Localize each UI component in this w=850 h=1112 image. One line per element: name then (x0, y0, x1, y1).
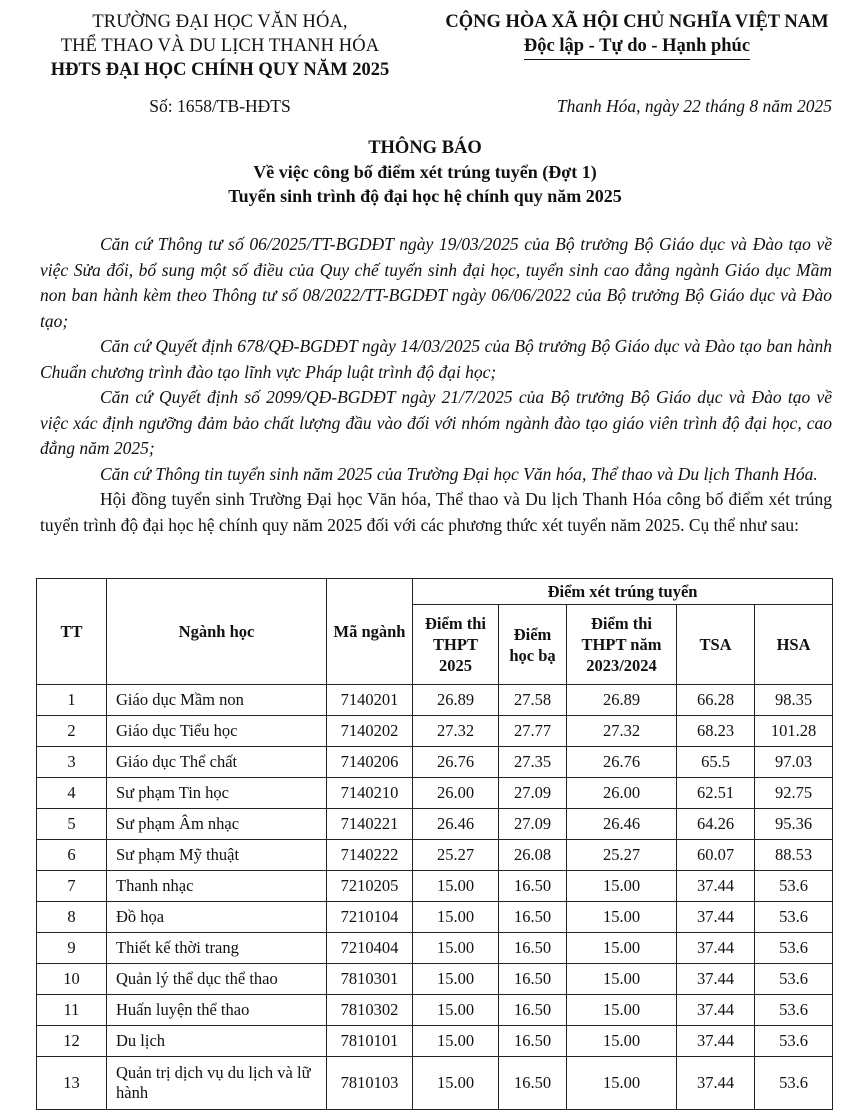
cell-hoc-ba: 27.77 (499, 716, 567, 747)
cell-code: 7140210 (327, 778, 413, 809)
cell-code: 7210404 (327, 933, 413, 964)
cell-tt: 10 (37, 964, 107, 995)
table-row (37, 1057, 833, 1110)
university-name-line2: THỂ THAO VÀ DU LỊCH THANH HÓA (60, 36, 380, 56)
cell-major: Sư phạm Mỹ thuật (107, 840, 327, 871)
cell-thpt-2025: 15.00 (413, 902, 499, 933)
cell-major: Sư phạm Âm nhạc (107, 809, 327, 840)
cell-thpt-2025: 25.27 (413, 840, 499, 871)
cell-tt: 7 (37, 871, 107, 902)
cell-code: 7140201 (327, 685, 413, 716)
legal-basis-paragraph: Căn cứ Thông tin tuyển sinh năm 2025 của Trường Đại học Văn hóa, Thể thao và Du lịch Thanh Hóa. (100, 463, 818, 484)
national-header (432, 10, 842, 60)
cell-hsa: 53.6 (755, 995, 833, 1026)
cell-thpt-2025: 26.89 (413, 685, 499, 716)
header-tsa: TSA (677, 605, 755, 685)
cell-thpt-2023-2024: 26.00 (567, 778, 677, 809)
cell-thpt-2023-2024: 15.00 (567, 1057, 677, 1110)
cell-tt: 11 (37, 995, 107, 1026)
table-row (37, 716, 833, 747)
announcement-paragraph: Hội đồng tuyển sinh Trường Đại học Văn hóa, Thể thao và Du lịch Thanh Hóa công bố điểm xét trúng tuyển trình độ đại học hệ chính quy năm 2025 đối với các phương thức xét tuyển năm 2025. Cụ thể như sau: (40, 489, 832, 535)
cell-hoc-ba: 27.58 (499, 685, 567, 716)
header-tt: TT (37, 579, 107, 685)
cell-code: 7140221 (327, 809, 413, 840)
cell-tt: 4 (37, 778, 107, 809)
cell-thpt-2023-2024: 26.76 (567, 747, 677, 778)
cell-code: 7140206 (327, 747, 413, 778)
cell-tsa: 37.44 (677, 1057, 755, 1110)
cell-thpt-2025: 15.00 (413, 871, 499, 902)
legal-basis-paragraph: Căn cứ Quyết định số 2099/QĐ-BGDĐT ngày 21/7/2025 của Bộ trưởng Bộ Giáo dục và Đào tạo về việc xác định ngưỡng đảm bảo chất lượng đầu vào đối với nhóm ngành đào tạo giáo viên trình độ đại học, cao đẳng năm 2025; (40, 387, 832, 458)
cell-tsa: 37.44 (677, 902, 755, 933)
cell-code: 7810301 (327, 964, 413, 995)
cell-hsa: 101.28 (755, 716, 833, 747)
cell-thpt-2025: 26.76 (413, 747, 499, 778)
cell-tsa: 37.44 (677, 964, 755, 995)
cell-thpt-2023-2024: 26.46 (567, 809, 677, 840)
cell-thpt-2023-2024: 15.00 (567, 995, 677, 1026)
table-row (37, 1026, 833, 1057)
cell-hoc-ba: 16.50 (499, 995, 567, 1026)
cell-major: Thanh nhạc (107, 871, 327, 902)
cell-thpt-2023-2024: 15.00 (567, 964, 677, 995)
table-row (37, 747, 833, 778)
header-major-code: Mã ngành (327, 579, 413, 685)
cell-thpt-2025: 15.00 (413, 995, 499, 1026)
cell-tsa: 68.23 (677, 716, 755, 747)
cell-thpt-2023-2024: 25.27 (567, 840, 677, 871)
legal-basis-paragraph: Căn cứ Thông tư số 06/2025/TT-BGDĐT ngày 19/03/2025 của Bộ trưởng Bộ Giáo dục và Đào tạo về việc Sửa đổi, bổ sung một số điều của Quy chế tuyển sinh đại học, tuyển sinh cao đẳng ngành Giáo dục Mầm non ban hành kèm theo Thông tư số 08/2022/TT-BGDĐT ngày 06/06/2022 của Bộ trưởng Bộ Giáo dục và Đào tạo; (40, 234, 832, 331)
cell-hsa: 53.6 (755, 871, 833, 902)
table-row (37, 809, 833, 840)
cell-hoc-ba: 26.08 (499, 840, 567, 871)
table-row (37, 902, 833, 933)
cell-major: Quản trị dịch vụ du lịch và lữ hành (107, 1057, 327, 1110)
cell-tsa: 60.07 (677, 840, 755, 871)
cell-hsa: 53.6 (755, 1026, 833, 1057)
cell-hoc-ba: 16.50 (499, 1057, 567, 1110)
cell-major: Du lịch (107, 1026, 327, 1057)
cell-major: Huấn luyện thể thao (107, 995, 327, 1026)
cell-hsa: 53.6 (755, 933, 833, 964)
cell-tsa: 37.44 (677, 995, 755, 1026)
cell-thpt-2023-2024: 26.89 (567, 685, 677, 716)
cell-tsa: 37.44 (677, 1026, 755, 1057)
cell-code: 7810103 (327, 1057, 413, 1110)
cell-hoc-ba: 16.50 (499, 964, 567, 995)
cell-thpt-2025: 15.00 (413, 1057, 499, 1110)
cell-code: 7140222 (327, 840, 413, 871)
cell-hsa: 98.35 (755, 685, 833, 716)
cell-tt: 5 (37, 809, 107, 840)
document-body (40, 232, 832, 538)
legal-basis-paragraph: Căn cứ Quyết định 678/QĐ-BGDĐT ngày 14/03/2025 của Bộ trưởng Bộ Giáo dục và Đào tạo ban hành Chuẩn chương trình đào tạo lĩnh vực Pháp luật trình độ đại học; (40, 336, 832, 382)
document-subtitle-2: Tuyển sinh trình độ đại học hệ chính quy năm 2025 (228, 186, 622, 206)
document-title: THÔNG BÁO (368, 138, 482, 158)
document-title-block (0, 136, 850, 208)
national-motto: Độc lập - Tự do - Hạnh phúc (524, 34, 750, 60)
header-hsa: HSA (755, 605, 833, 685)
cell-thpt-2025: 26.00 (413, 778, 499, 809)
cell-hoc-ba: 16.50 (499, 933, 567, 964)
table-row (37, 778, 833, 809)
document-number: Số: 1658/TB-HĐTS (149, 96, 291, 116)
cell-hoc-ba: 16.50 (499, 871, 567, 902)
cell-code: 7140202 (327, 716, 413, 747)
cell-thpt-2023-2024: 15.00 (567, 1026, 677, 1057)
cell-major: Đồ họa (107, 902, 327, 933)
table-row (37, 995, 833, 1026)
cell-hsa: 97.03 (755, 747, 833, 778)
cell-code: 7810101 (327, 1026, 413, 1057)
cell-thpt-2025: 15.00 (413, 933, 499, 964)
cell-tsa: 37.44 (677, 871, 755, 902)
cell-major: Thiết kế thời trang (107, 933, 327, 964)
cell-thpt-2023-2024: 15.00 (567, 902, 677, 933)
cell-hoc-ba: 16.50 (499, 1026, 567, 1057)
header-admission-score-group: Điểm xét trúng tuyển (413, 579, 833, 605)
country-name: CỘNG HÒA XÃ HỘI CHỦ NGHĨA VIỆT NAM (445, 12, 829, 32)
table-row (37, 840, 833, 871)
cell-tt: 12 (37, 1026, 107, 1057)
document-date: Thanh Hóa, ngày 22 tháng 8 năm 2025 (556, 96, 832, 116)
cell-hsa: 53.6 (755, 964, 833, 995)
cell-major: Giáo dục Mầm non (107, 685, 327, 716)
header-thpt-2025: Điểm thi THPT 2025 (413, 605, 499, 685)
table-row (37, 871, 833, 902)
cell-tt: 1 (37, 685, 107, 716)
cell-hsa: 92.75 (755, 778, 833, 809)
cell-tt: 3 (37, 747, 107, 778)
cell-hsa: 95.36 (755, 809, 833, 840)
cell-tt: 6 (37, 840, 107, 871)
issuing-body-header (20, 10, 420, 82)
cell-hsa: 53.6 (755, 902, 833, 933)
cell-major: Giáo dục Tiểu học (107, 716, 327, 747)
cell-major: Sư phạm Tin học (107, 778, 327, 809)
table-row (37, 964, 833, 995)
cell-tt: 9 (37, 933, 107, 964)
cell-tt: 13 (37, 1057, 107, 1110)
cell-thpt-2025: 26.46 (413, 809, 499, 840)
table-row (37, 933, 833, 964)
cell-hsa: 53.6 (755, 1057, 833, 1110)
admission-scores-table (36, 578, 833, 1110)
cell-tsa: 66.28 (677, 685, 755, 716)
cell-hoc-ba: 27.35 (499, 747, 567, 778)
cell-tt: 2 (37, 716, 107, 747)
cell-thpt-2023-2024: 27.32 (567, 716, 677, 747)
cell-code: 7210104 (327, 902, 413, 933)
document-subtitle-1: Về việc công bố điểm xét trúng tuyển (Đợt 1) (253, 162, 597, 182)
cell-code: 7210205 (327, 871, 413, 902)
cell-tsa: 65.5 (677, 747, 755, 778)
cell-hoc-ba: 27.09 (499, 809, 567, 840)
header-thpt-2023-2024: Điểm thi THPT năm 2023/2024 (567, 605, 677, 685)
cell-major: Quản lý thể dục thể thao (107, 964, 327, 995)
header-hoc-ba: Điểm học bạ (499, 605, 567, 685)
cell-tsa: 62.51 (677, 778, 755, 809)
cell-thpt-2023-2024: 15.00 (567, 871, 677, 902)
cell-major: Giáo dục Thể chất (107, 747, 327, 778)
cell-tsa: 64.26 (677, 809, 755, 840)
council-name: HĐTS ĐẠI HỌC CHÍNH QUY NĂM 2025 (50, 60, 390, 80)
cell-thpt-2025: 27.32 (413, 716, 499, 747)
header-major: Ngành học (107, 579, 327, 685)
table-row (37, 685, 833, 716)
cell-thpt-2025: 15.00 (413, 1026, 499, 1057)
cell-code: 7810302 (327, 995, 413, 1026)
cell-tt: 8 (37, 902, 107, 933)
cell-thpt-2025: 15.00 (413, 964, 499, 995)
university-name-line1: TRƯỜNG ĐẠI HỌC VĂN HÓA, (92, 12, 348, 32)
cell-hsa: 88.53 (755, 840, 833, 871)
cell-hoc-ba: 27.09 (499, 778, 567, 809)
cell-hoc-ba: 16.50 (499, 902, 567, 933)
cell-tsa: 37.44 (677, 933, 755, 964)
cell-thpt-2023-2024: 15.00 (567, 933, 677, 964)
